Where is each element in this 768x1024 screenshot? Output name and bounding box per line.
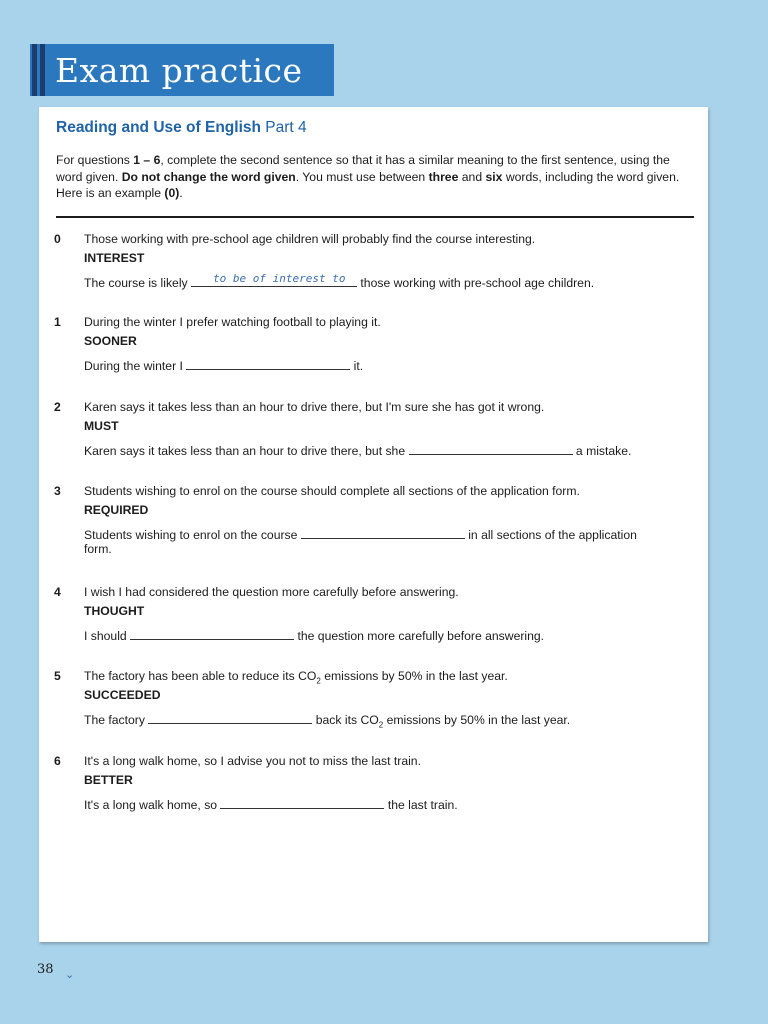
question-keyword: REQUIRED <box>84 503 149 517</box>
question-sentence: Karen says it takes less than an hour to drive there, but I'm sure she has got it wrong. <box>84 400 545 414</box>
divider-rule <box>56 216 694 218</box>
answer-blank[interactable] <box>148 710 312 724</box>
answer-blank[interactable] <box>191 273 357 287</box>
question-keyword: THOUGHT <box>84 604 145 618</box>
question-keyword: SUCCEEDED <box>84 688 161 702</box>
banner-bars-decoration <box>32 44 45 96</box>
answer-sentence: It's a long walk home, so the last train. <box>84 795 458 812</box>
instructions: For questions 1 – 6, complete the second sentence so that it has a similar meaning to the first sentence, using the word given. Do not change the word given. You must use between three and six words, including the word given. Here is an example (0). <box>56 153 680 200</box>
question-number: 3 <box>54 484 61 498</box>
answer-sentence: During the winter I it. <box>84 356 363 373</box>
answer-sentence: I should the question more carefully before answering. <box>84 626 544 643</box>
answer-sentence: Karen says it takes less than an hour to drive there, but she a mistake. <box>84 441 631 458</box>
section-title: Reading and Use of English Part 4 <box>56 119 307 136</box>
question-keyword: SOONER <box>84 334 137 348</box>
page-title: Exam practice <box>55 50 303 90</box>
question-sentence: It's a long walk home, so I advise you not to miss the last train. <box>84 754 421 768</box>
question-number: 0 <box>54 232 61 246</box>
answer-blank[interactable] <box>220 795 384 809</box>
question-keyword: MUST <box>84 419 119 433</box>
answer-blank[interactable] <box>301 525 465 539</box>
question-sentence: I wish I had considered the question more carefully before answering. <box>84 585 459 599</box>
question-sentence: Those working with pre-school age children will probably find the course interesting. <box>84 232 536 246</box>
question-sentence: Students wishing to enrol on the course should complete all sections of the application form. <box>84 484 580 498</box>
answer-blank[interactable] <box>186 356 350 370</box>
question-sentence: The factory has been able to reduce its $CO_2$ emissions by 50% in the last year. <box>84 669 508 686</box>
answer-sentence: The course is likely to be of interest to those working with pre-school age children. <box>84 272 595 290</box>
page-number: 38 <box>37 962 54 977</box>
exam-practice-banner <box>30 44 334 96</box>
question-keyword: BETTER <box>84 773 133 787</box>
question-keyword: INTEREST <box>84 251 145 265</box>
answer-blank[interactable] <box>409 441 573 455</box>
question-number: 6 <box>54 754 61 768</box>
exercise-card <box>39 107 708 942</box>
handwritten-answer: to be of interest to <box>213 272 346 285</box>
question-number: 2 <box>54 400 61 414</box>
question-sentence: During the winter I prefer watching football to playing it. <box>84 315 381 329</box>
answer-blank[interactable] <box>130 626 294 640</box>
question-number: 1 <box>54 315 61 329</box>
answer-sentence-continuation: form. <box>84 542 112 556</box>
question-number: 5 <box>54 669 61 683</box>
answer-sentence: Students wishing to enrol on the course in all sections of the application <box>84 525 637 542</box>
question-number: 4 <box>54 585 61 599</box>
answer-sentence: The factory back its $CO_2$ emissions by 50% in the last year. <box>84 710 570 729</box>
pen-mark-decoration: ⌄ <box>65 969 75 981</box>
